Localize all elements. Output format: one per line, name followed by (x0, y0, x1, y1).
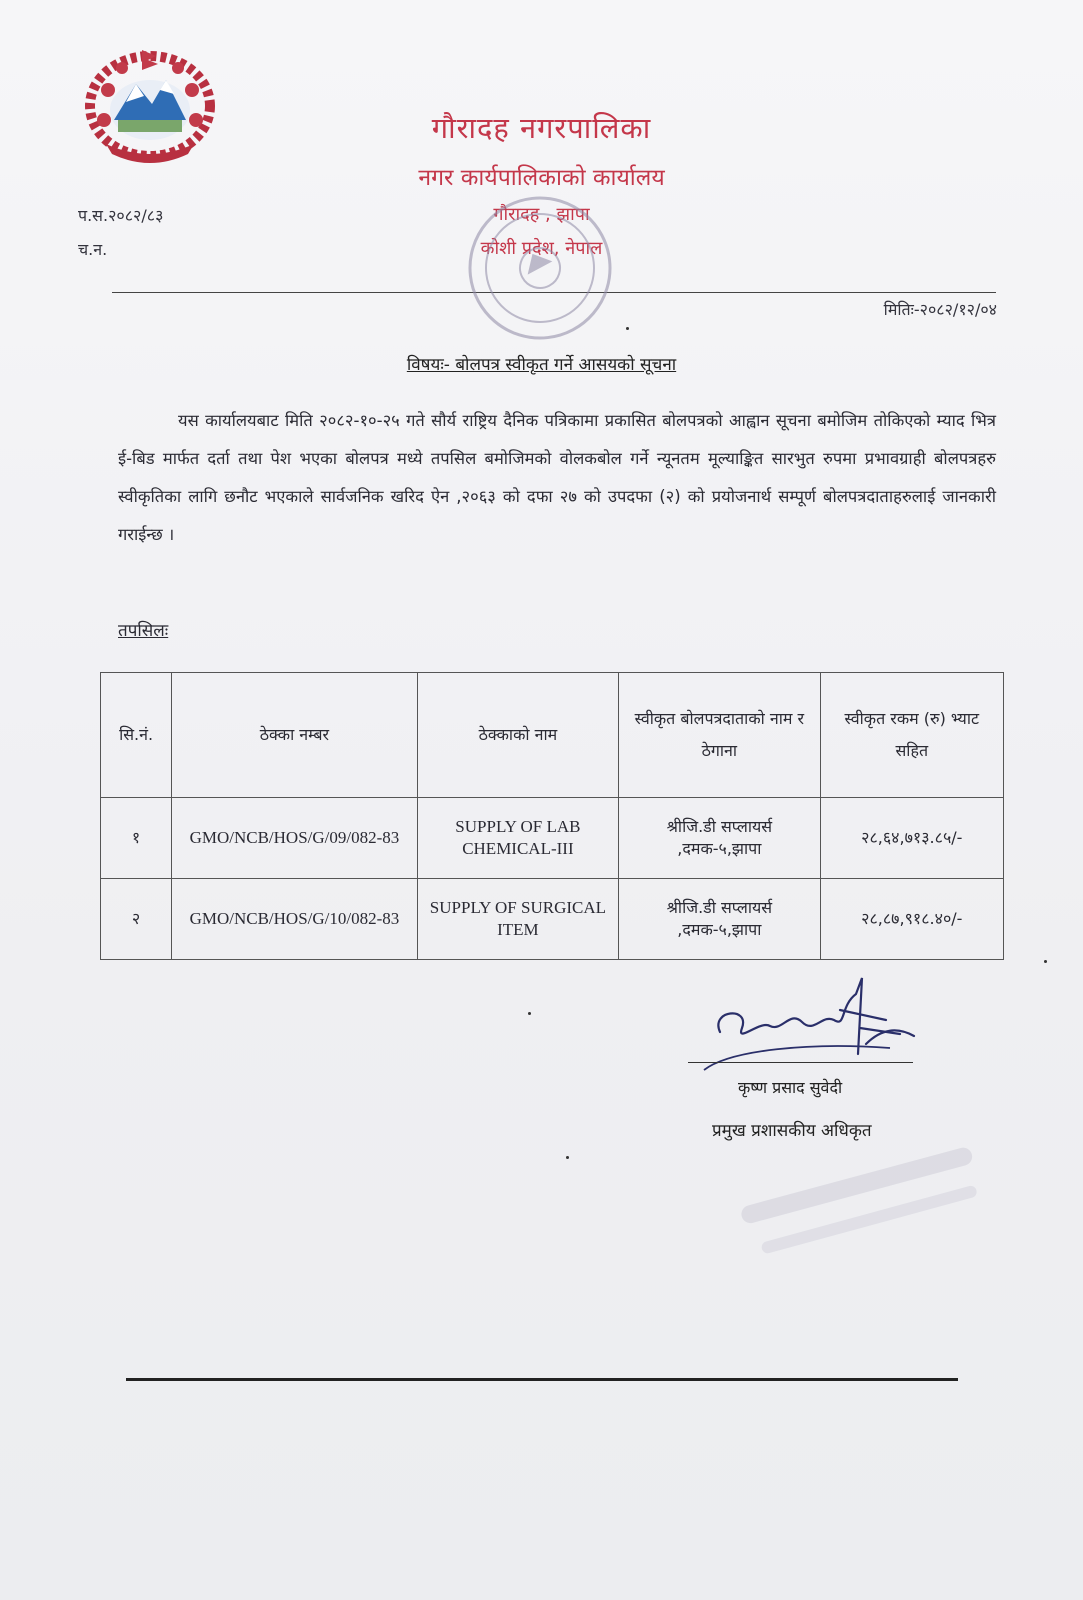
notice-subject: विषयः- बोलपत्र स्वीकृत गर्ने आसयको सूचना (406, 355, 677, 375)
notice-body: यस कार्यालयबाट मिति २०८२-१०-२५ गते सौर्य राष्ट्रिय दैनिक पत्रिकामा प्रकासित बोलपत्रको आह्वान सूचना बमोजिम तोकिएको म्याद भित्र ई-बिड मार्फत दर्ता तथा पेश भएका बोलपत्र मध्ये तपसिल बमोजिमको वोलकबोल गर्ने न्यूनतम मूल्याङ्कित सारभुत रुपमा प्रभावग्राही बोलपत्रहरु स्वीकृतिका लागि छनौट भएकाले सार्वजनिक खरिद ऐन ,२०६३ को दफा २७ को उपदफा (२) को प्रयोजनार्थ सम्पूर्ण बोलपत्रदाताहरुलाई जानकारी गराईन्छ । (118, 411, 996, 544)
header-contract-name: ठेक्काको नाम (417, 673, 618, 798)
footer-divider (126, 1378, 958, 1381)
row-contract-name: SUPPLY OF SURGICAL ITEM (417, 879, 618, 960)
header-amount: स्वीकृत रकम (रु) भ्याट सहित (820, 673, 1003, 798)
municipality-name: गौरादह नगरपालिका (431, 111, 652, 145)
office-name: नगर कार्यपालिकाको कार्यालय (418, 165, 665, 191)
bidder-address: ,दमक-५,झापा (677, 839, 762, 858)
signatory-title: प्रमुख प्रशासकीय अधिकृत (712, 1121, 872, 1141)
office-location: गौरादह , झापा (493, 204, 590, 225)
details-label: तपसिलः (118, 621, 169, 641)
notice-date: मितिः-२०८२/१२/०४ (883, 300, 997, 319)
accepted-bids-table (100, 672, 1004, 960)
row-contract-no: GMO/NCB/HOS/G/10/082-83 (172, 879, 418, 960)
row-sn: २ (101, 879, 172, 960)
scan-speck (1044, 960, 1047, 963)
header-contract-no: ठेक्का नम्बर (172, 673, 418, 798)
table-row (101, 798, 1004, 879)
scan-speck (566, 1156, 569, 1159)
signatory-name: कृष्ण प्रसाद सुवेदी (738, 1078, 843, 1097)
signature-icon (690, 970, 960, 1090)
scan-speck (626, 327, 629, 330)
bidder-name: श्रीजि.डी सप्लायर्स (666, 817, 773, 836)
table-row (101, 879, 1004, 960)
row-contract-no: GMO/NCB/HOS/G/09/082-83 (172, 798, 418, 879)
reference-number: प.स.२०८२/८३ (78, 206, 164, 225)
bidder-name: श्रीजि.डी सप्लायर्स (666, 898, 773, 917)
row-bidder (619, 798, 820, 879)
bidder-address: ,दमक-५,झापा (677, 920, 762, 939)
row-bidder (619, 879, 820, 960)
signature-line (688, 1062, 913, 1063)
name-stamp-icon (730, 1140, 1000, 1260)
nepal-emblem-icon (78, 40, 222, 170)
row-sn: १ (101, 798, 172, 879)
row-contract-name: SUPPLY OF LAB CHEMICAL-III (417, 798, 618, 879)
scan-speck (528, 1012, 531, 1015)
header-sn: सि.नं. (101, 673, 172, 798)
row-amount: २८,८७,९१८.४०/- (820, 879, 1003, 960)
header-bidder: स्वीकृत बोलपत्रदाताको नाम र ठेगाना (619, 673, 820, 798)
table-header-row (101, 673, 1004, 798)
dispatch-number: च.न. (78, 240, 108, 259)
office-province: कोशी प्रदेश, नेपाल (480, 238, 603, 259)
office-seal-icon (440, 180, 640, 355)
row-amount: २८,६४,७१३.८५/- (820, 798, 1003, 879)
